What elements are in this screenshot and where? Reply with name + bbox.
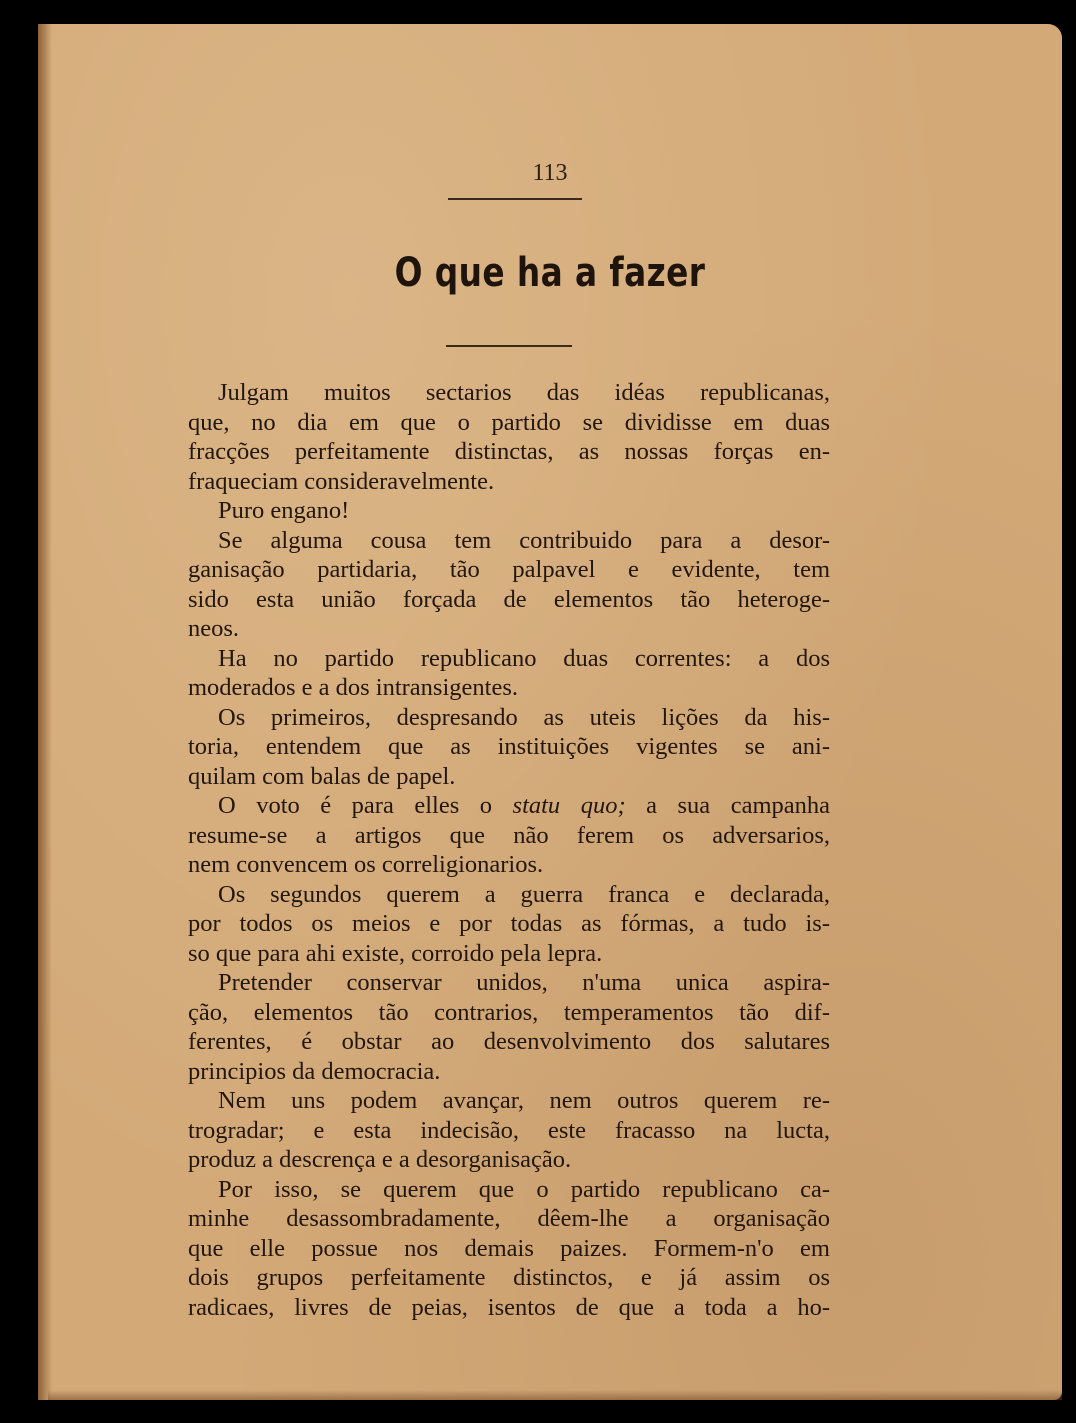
text-line-content: dois grupos perfeitamente distinctos, e já assim os	[188, 1264, 830, 1291]
text-line-content: resume-se a artigos que não ferem os adversarios,	[188, 821, 830, 849]
text-line	[188, 1086, 830, 1116]
text-line	[188, 939, 830, 969]
text-line	[188, 791, 830, 821]
text-line	[188, 673, 830, 703]
text-line-content: Ha no partido republicano duas correntes: a dos	[218, 644, 830, 672]
text-line-content: minhe desassombradamente, dêem-lhe a organisação	[188, 1205, 830, 1232]
italic-phrase: statu quo;	[512, 792, 626, 819]
text-line-content: ferentes, é obstar ao desenvolvimento dos salutares	[188, 1028, 830, 1055]
page-gutter	[38, 24, 52, 1400]
text-line-content: sido esta união forçada de elementos tão heteroge-	[188, 585, 830, 613]
text-line-content: moderados e a dos intransigentes.	[188, 674, 518, 701]
text-line-content: Se alguma cousa tem contribuido para a desor-	[218, 526, 830, 554]
text-line	[188, 378, 830, 408]
text-line	[188, 998, 830, 1028]
text-line-content: que, no dia em que o partido se dividisse em duas	[188, 408, 830, 436]
text-line-content: quilam com balas de papel.	[188, 762, 456, 790]
text-line-content: radicaes, livres de peias, isentos de que a toda a ho-	[188, 1293, 830, 1321]
text-line	[188, 1234, 830, 1264]
text-line	[188, 1027, 830, 1057]
text-line	[188, 1116, 830, 1146]
text-line-content: produz a descrença e a desorganisação.	[188, 1146, 572, 1173]
text-line	[188, 555, 830, 585]
text-line-content: trogradar; e esta indecisão, este fracasso na lucta,	[188, 1116, 830, 1144]
text-line	[188, 762, 830, 792]
text-line	[188, 850, 830, 880]
header-rule	[448, 198, 582, 200]
text-line	[188, 968, 830, 998]
text-line	[188, 585, 830, 615]
text-line	[188, 1145, 830, 1175]
text-line	[188, 644, 830, 674]
text-line-content: Nem uns podem avançar, nem outros querem re-	[218, 1087, 830, 1114]
text-line-content: ção, elementos tão contrarios, temperamentos tão dif-	[188, 998, 830, 1026]
text-line	[188, 467, 830, 497]
text-line-content: principios da democracia.	[188, 1057, 441, 1085]
text-line-content: Os segundos querem a guerra franca e declarada,	[218, 880, 830, 908]
text-line-content: por todos os meios e por todas as fórmas, a tudo is-	[188, 910, 830, 937]
chapter-title: O que ha a fazer	[394, 250, 706, 296]
text-line-content: fraqueciam consideravelmente.	[188, 467, 495, 495]
text-line-content: so que para ahi existe, corroido pela lepra.	[188, 939, 603, 967]
text-line	[188, 1263, 830, 1293]
title-rule	[446, 345, 572, 347]
body-text	[188, 378, 830, 1322]
text-line	[188, 526, 830, 556]
text-line-content: O voto é para elles o	[218, 792, 513, 819]
text-line	[188, 821, 830, 851]
text-line	[188, 1293, 830, 1323]
text-line-content: ganisação partidaria, tão palpavel e evidente, tem	[188, 556, 830, 583]
text-line	[188, 703, 830, 733]
page-number: 113	[532, 160, 568, 186]
text-line-content: nem convencem os correligionarios.	[188, 851, 544, 878]
text-line	[188, 408, 830, 438]
text-line-content: Julgam muitos sectarios das idéas republicanas,	[218, 379, 830, 406]
text-line-content: Os primeiros, despresando as uteis lições da his-	[218, 703, 830, 731]
text-line-content: fracções perfeitamente distinctas, as nossas forças en-	[188, 438, 830, 465]
text-line	[188, 437, 830, 467]
text-line	[188, 1204, 830, 1234]
text-line-content: que elle possue nos demais paizes. Formem-n'o em	[188, 1234, 830, 1262]
text-line	[188, 496, 830, 526]
text-line	[188, 1057, 830, 1087]
text-line-content: Puro engano!	[218, 497, 350, 524]
page-edge-shadow	[48, 1390, 1062, 1400]
book-page	[38, 24, 1062, 1400]
text-line-continuation: a sua campanha	[625, 792, 830, 819]
text-line	[188, 732, 830, 762]
text-line	[188, 1175, 830, 1205]
text-line-content: toria, entendem que as instituições vigentes se ani-	[188, 733, 830, 760]
text-line	[188, 880, 830, 910]
text-line-content: Pretender conservar unidos, n'uma unica aspira-	[218, 969, 830, 996]
text-line-content: neos.	[188, 615, 240, 642]
text-line	[188, 614, 830, 644]
text-line-content: Por isso, se querem que o partido republicano ca-	[218, 1175, 830, 1203]
text-line	[188, 909, 830, 939]
